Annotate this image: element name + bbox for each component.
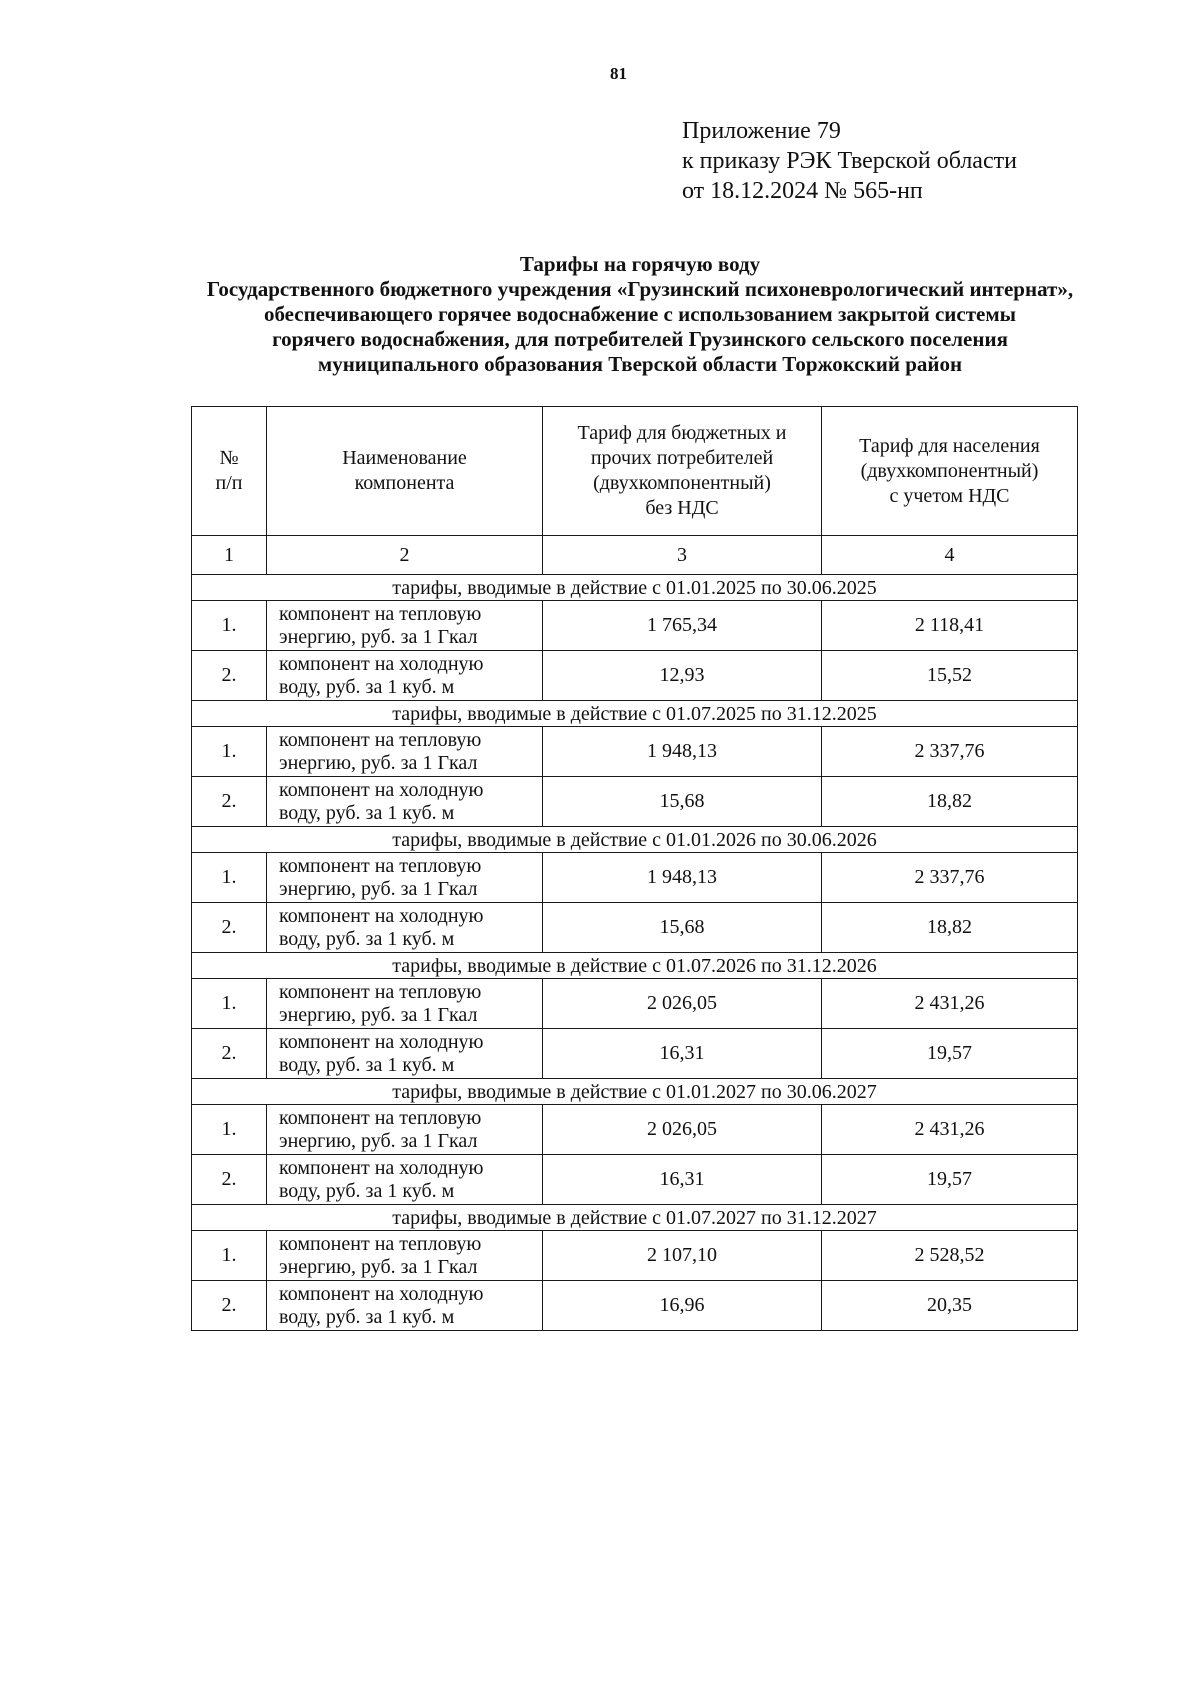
- component-name-line: компонент на холодную: [279, 778, 484, 801]
- budget-tariff-value: 1 948,13: [543, 727, 822, 777]
- header-cell-population-tariff: Тариф для населения (двухкомпонентный) с учетом НДС: [822, 407, 1078, 536]
- budget-tariff-value: 15,68: [543, 903, 822, 953]
- tariffs-table: [191, 406, 1078, 1331]
- period-row: [192, 701, 1078, 727]
- component-name-line: компонент на холодную: [279, 1030, 484, 1053]
- component-name-line: компонент на холодную: [279, 904, 484, 927]
- row-number: 2.: [192, 903, 267, 953]
- population-tariff-value: 18,82: [822, 903, 1078, 953]
- population-tariff-value: 2 431,26: [822, 979, 1078, 1029]
- component-name-line: энергию, руб. за 1 Гкал: [279, 1255, 478, 1278]
- table-row: [192, 853, 1078, 903]
- component-name: [267, 1281, 543, 1331]
- row-number: 1.: [192, 601, 267, 651]
- component-name-line: компонент на холодную: [279, 1156, 484, 1179]
- budget-tariff-value: 2 026,05: [543, 979, 822, 1029]
- row-number: 2.: [192, 1029, 267, 1079]
- row-number: 1.: [192, 727, 267, 777]
- population-tariff-value: 2 528,52: [822, 1231, 1078, 1281]
- budget-tariff-value: 15,68: [543, 777, 822, 827]
- appendix-line: к приказу РЭК Тверской области: [682, 148, 1017, 174]
- budget-tariff-value: 16,31: [543, 1155, 822, 1205]
- row-number: 1.: [192, 1231, 267, 1281]
- period-label: тарифы, вводимые в действие с 01.01.2026 по 30.06.2026: [192, 827, 1078, 853]
- component-name-line: воду, руб. за 1 куб. м: [279, 1053, 455, 1076]
- table-row: [192, 1029, 1078, 1079]
- component-name-line: воду, руб. за 1 куб. м: [279, 1305, 455, 1328]
- population-tariff-value: 2 118,41: [822, 601, 1078, 651]
- row-number: 2.: [192, 1155, 267, 1205]
- component-name: [267, 1029, 543, 1079]
- period-row: [192, 1205, 1078, 1231]
- row-number: 2.: [192, 651, 267, 701]
- component-name-line: энергию, руб. за 1 Гкал: [279, 625, 478, 648]
- component-name-line: воду, руб. за 1 куб. м: [279, 675, 455, 698]
- component-name: [267, 1105, 543, 1155]
- title-line: обеспечивающего горячее водоснабжение с использованием закрытой системы: [263, 302, 1017, 326]
- header-cell-budget-tariff: Тариф для бюджетных и прочих потребителей (двухкомпонентный) без НДС: [543, 407, 822, 536]
- period-row: [192, 827, 1078, 853]
- row-number: 2.: [192, 777, 267, 827]
- component-name-line: компонент на тепловую: [279, 980, 482, 1003]
- component-name: [267, 903, 543, 953]
- column-number-cell: 3: [543, 536, 822, 575]
- period-label: тарифы, вводимые в действие с 01.01.2027 по 30.06.2027: [192, 1079, 1078, 1105]
- component-name: [267, 727, 543, 777]
- component-name: [267, 651, 543, 701]
- budget-tariff-value: 16,31: [543, 1029, 822, 1079]
- component-name-line: воду, руб. за 1 куб. м: [279, 1179, 455, 1202]
- period-row: [192, 575, 1078, 601]
- table-row: [192, 1231, 1078, 1281]
- component-name: [267, 853, 543, 903]
- component-name-line: энергию, руб. за 1 Гкал: [279, 1003, 478, 1026]
- title-line: Государственного бюджетного учреждения «Грузинский психоневрологический интернат»,: [206, 277, 1074, 301]
- header-cell-number: № п/п: [192, 407, 267, 536]
- page-number: 81: [610, 64, 627, 83]
- row-number: 2.: [192, 1281, 267, 1331]
- component-name-line: энергию, руб. за 1 Гкал: [279, 1129, 478, 1152]
- title-line: Тарифы на горячую воду: [519, 252, 761, 276]
- component-name-line: энергию, руб. за 1 Гкал: [279, 877, 478, 900]
- budget-tariff-value: 12,93: [543, 651, 822, 701]
- population-tariff-value: 2 431,26: [822, 1105, 1078, 1155]
- column-number-cell: 4: [822, 536, 1078, 575]
- appendix-reference: [682, 116, 1017, 206]
- population-tariff-value: 2 337,76: [822, 853, 1078, 903]
- budget-tariff-value: 1 948,13: [543, 853, 822, 903]
- appendix-line: Приложение 79: [682, 118, 841, 144]
- period-row: [192, 1079, 1078, 1105]
- title-line: муниципального образования Тверской области Торжокский район: [317, 352, 963, 376]
- period-row: [192, 953, 1078, 979]
- population-tariff-value: 19,57: [822, 1029, 1078, 1079]
- table-row: [192, 727, 1078, 777]
- budget-tariff-value: 2 026,05: [543, 1105, 822, 1155]
- table-row: [192, 651, 1078, 701]
- table-row: [192, 1105, 1078, 1155]
- row-number: 1.: [192, 853, 267, 903]
- component-name-line: компонент на холодную: [279, 1282, 484, 1305]
- component-name-line: компонент на тепловую: [279, 728, 482, 751]
- table-row: [192, 601, 1078, 651]
- population-tariff-value: 2 337,76: [822, 727, 1078, 777]
- population-tariff-value: 18,82: [822, 777, 1078, 827]
- budget-tariff-value: 1 765,34: [543, 601, 822, 651]
- component-name: [267, 979, 543, 1029]
- component-name: [267, 777, 543, 827]
- budget-tariff-value: 16,96: [543, 1281, 822, 1331]
- header-cell-component: Наименование компонента: [267, 407, 543, 536]
- period-label: тарифы, вводимые в действие с 01.07.2025 по 31.12.2025: [192, 701, 1078, 727]
- appendix-line: от 18.12.2024 № 565-нп: [682, 178, 923, 204]
- component-name-line: компонент на тепловую: [279, 854, 482, 877]
- row-number: 1.: [192, 1105, 267, 1155]
- component-name-line: компонент на тепловую: [279, 1106, 482, 1129]
- table-row: [192, 1281, 1078, 1331]
- population-tariff-value: 19,57: [822, 1155, 1078, 1205]
- document-title: [120, 252, 1160, 377]
- population-tariff-value: 20,35: [822, 1281, 1078, 1331]
- table-row: [192, 1155, 1078, 1205]
- component-name-line: воду, руб. за 1 куб. м: [279, 927, 455, 950]
- component-name-line: компонент на тепловую: [279, 1232, 482, 1255]
- period-label: тарифы, вводимые в действие с 01.01.2025 по 30.06.2025: [192, 575, 1078, 601]
- component-name: [267, 1155, 543, 1205]
- component-name-line: компонент на тепловую: [279, 602, 482, 625]
- table-row: [192, 979, 1078, 1029]
- population-tariff-value: 15,52: [822, 651, 1078, 701]
- table-row: [192, 903, 1078, 953]
- component-name-line: компонент на холодную: [279, 652, 484, 675]
- component-name-line: воду, руб. за 1 куб. м: [279, 801, 455, 824]
- component-name: [267, 1231, 543, 1281]
- row-number: 1.: [192, 979, 267, 1029]
- title-line: горячего водоснабжения, для потребителей Грузинского сельского поселения: [272, 327, 1008, 351]
- column-number-cell: 1: [192, 536, 267, 575]
- column-number-row: [192, 536, 1078, 575]
- component-name-line: энергию, руб. за 1 Гкал: [279, 751, 478, 774]
- period-label: тарифы, вводимые в действие с 01.07.2027 по 31.12.2027: [192, 1205, 1078, 1231]
- period-label: тарифы, вводимые в действие с 01.07.2026 по 31.12.2026: [192, 953, 1078, 979]
- component-name: [267, 601, 543, 651]
- table-row: [192, 777, 1078, 827]
- column-number-cell: 2: [267, 536, 543, 575]
- table-header-row: [192, 407, 1078, 536]
- budget-tariff-value: 2 107,10: [543, 1231, 822, 1281]
